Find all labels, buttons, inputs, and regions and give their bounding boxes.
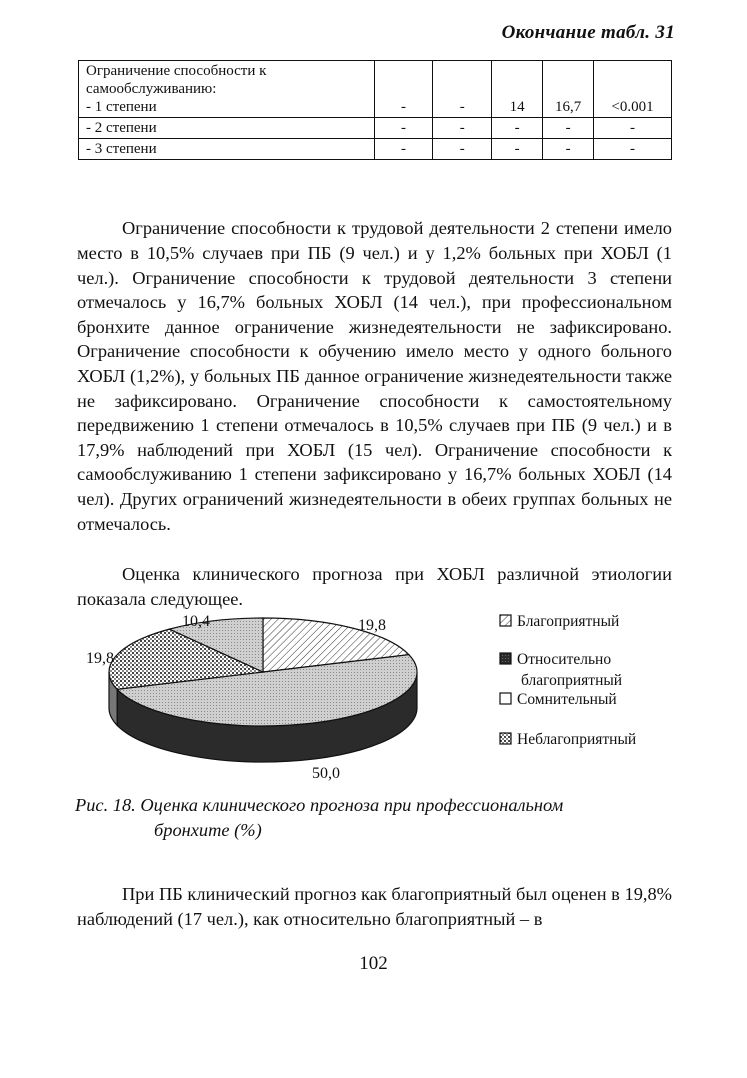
table-cell: - [543,118,594,139]
table-cell: 16,7 [543,61,594,118]
legend-label: Относительно [517,651,612,668]
table-continuation-title: Окончание табл. 31 [501,22,675,43]
pie-chart [0,600,747,800]
legend-swatch [500,733,511,744]
data-label: 50,0 [312,765,340,782]
data-label: 19,8 [86,650,114,667]
table-cell: - [594,139,672,160]
data-label: 10,4 [182,613,210,630]
table-cell: - [433,61,492,118]
table-cell: - [594,118,672,139]
page-number: 102 [359,953,388,974]
legend-swatch [500,653,511,664]
table-cell: - [543,139,594,160]
legend-swatch [500,615,511,626]
table-row [79,61,672,118]
table-row [79,139,672,160]
table-cell: - [492,118,543,139]
data-table [78,60,672,160]
body-paragraph: Ограничение способности к трудовой деятельности 2 степени имело место в 10,5% случаев при ПБ (9 чел.) и у 1,2% больных при ХОБЛ (1 чел.). Ограничение способности к трудовой деятельности 3 степени отмечалось у 16,7% больных ХОБЛ (14 чел.), при профессиональном бронхите данное ограничение жизнедеятельности не зафиксировано. Ограничение способности к обучению имело место у одного больного ХОБЛ (1,2%), у больных ПБ данное ограничение жизнедеятельности также не зафиксировано. Ограничение способности к самостоятельному передвижению 1 степени отмечалось в 10,5% случаев при ПБ (9 чел.) и в 17,9% наблюдений при ХОБЛ (15 чел). Ограничение способности к самообслуживанию 1 степени зафиксировано у 16,7% больных ХОБЛ (14 чел). Других ограничений жизнедеятельности в обеих группах больных не отмечалось. [77,218,672,534]
table-cell: - [492,139,543,160]
data-label: 19,8 [358,617,386,634]
table-cell: - [374,118,433,139]
table-cell: - [433,118,492,139]
table-row [79,118,672,139]
table-cell: - [374,61,433,118]
body-paragraph: При ПБ клинический прогноз как благоприятный был оценен в 19,8% наблюдений (17 чел.), как относительно благоприятный – в [77,884,672,929]
legend-label: Благоприятный [517,613,620,630]
figure-caption: Рис. 18. Оценка клинического прогноза при профессиональном бронхите (%) [75,795,564,840]
table-cell: - [374,139,433,160]
body-paragraph: Оценка клинического прогноза при ХОБЛ различной этиологии показала следующее. [77,564,672,609]
row-label: - 3 степени [79,139,375,160]
row-label: - 2 степени [79,118,375,139]
legend-label: благоприятный [521,672,623,689]
legend-swatch [500,693,511,704]
legend-label: Неблагоприятный [517,731,637,748]
legend-label: Сомнительный [517,691,617,708]
table-cell: - [433,139,492,160]
row-label: Ограничение способности к самообслуживанию: - 1 степени [79,61,375,118]
table-cell: <0.001 [594,61,672,118]
table-cell: 14 [492,61,543,118]
